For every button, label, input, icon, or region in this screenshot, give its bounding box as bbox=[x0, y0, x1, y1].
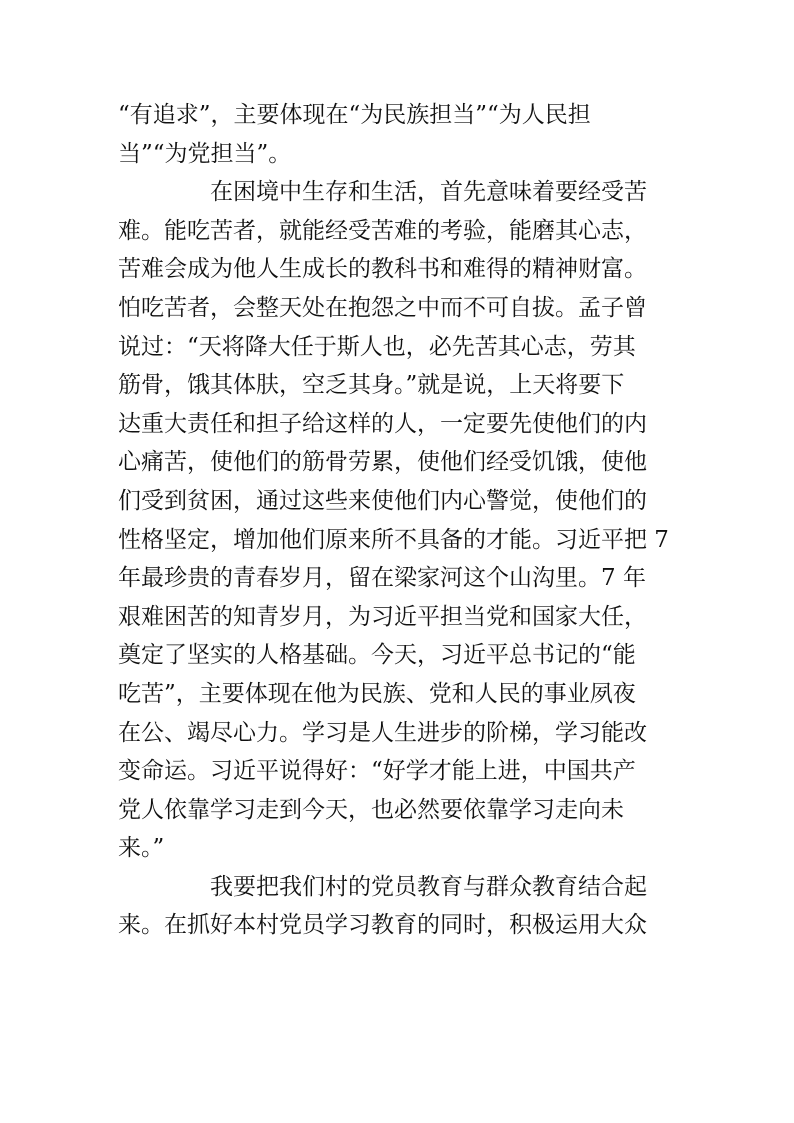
text-line: 当”“为党担当”。 bbox=[118, 140, 292, 167]
paragraph-start-line: 在困境中生存和生活，首先意味着要经受苦 bbox=[210, 179, 647, 206]
text-line: 性格坚定，增加他们原来所不具备的才能。习近平把 7 bbox=[118, 526, 669, 553]
text-line: 来。在抓好本村党员学习教育的同时，积极运用大众 bbox=[118, 912, 647, 939]
text-line: 吃苦”，主要体现在他为民族、党和人民的事业夙夜 bbox=[118, 680, 636, 707]
text-line: 在公、竭尽心力。学习是人生进步的阶梯，学习能改 bbox=[118, 719, 647, 746]
text-line: 达重大责任和担子给这样的人，一定要先使他们的内 bbox=[118, 410, 647, 437]
text-line: 难。能吃苦者，就能经受苦难的考验，能磨其心志， bbox=[118, 217, 647, 244]
body-text bbox=[118, 96, 678, 945]
text-line: 怕吃苦者，会整天处在抱怨之中而不可自拔。孟子曾 bbox=[118, 294, 647, 321]
text-line: 来。” bbox=[118, 835, 165, 862]
text-line: 说过：“天将降大任于斯人也，必先苦其心志，劳其 bbox=[118, 333, 636, 360]
text-line: 们受到贫困，通过这些来使他们内心警觉，使他们的 bbox=[118, 487, 647, 514]
text-line: 筋骨，饿其体肤，空乏其身。”就是说，上天将要下 bbox=[118, 372, 625, 399]
text-line: 苦难会成为他人生成长的教科书和难得的精神财富。 bbox=[118, 256, 647, 283]
text-line: 艰难困苦的知青岁月，为习近平担当党和国家大任， bbox=[118, 603, 647, 630]
text-line: 心痛苦，使他们的筋骨劳累，使他们经受饥饿，使他 bbox=[118, 449, 647, 476]
text-line: “有追求”，主要体现在“为民族担当”“为人民担 bbox=[118, 102, 591, 128]
text-line: 党人依靠学习走到今天，也必然要依靠学习走向未 bbox=[118, 796, 624, 823]
paragraph-start-line: 我要把我们村的党员教育与群众教育结合起 bbox=[210, 873, 647, 900]
text-line: 变命运。习近平说得好：“好学才能上进，中国共产 bbox=[118, 758, 636, 785]
text-line: 年最珍贵的青春岁月，留在梁家河这个山沟里。7 年 bbox=[118, 565, 646, 592]
text-line: 奠定了坚实的人格基础。今天，习近平总书记的“能 bbox=[118, 642, 636, 669]
